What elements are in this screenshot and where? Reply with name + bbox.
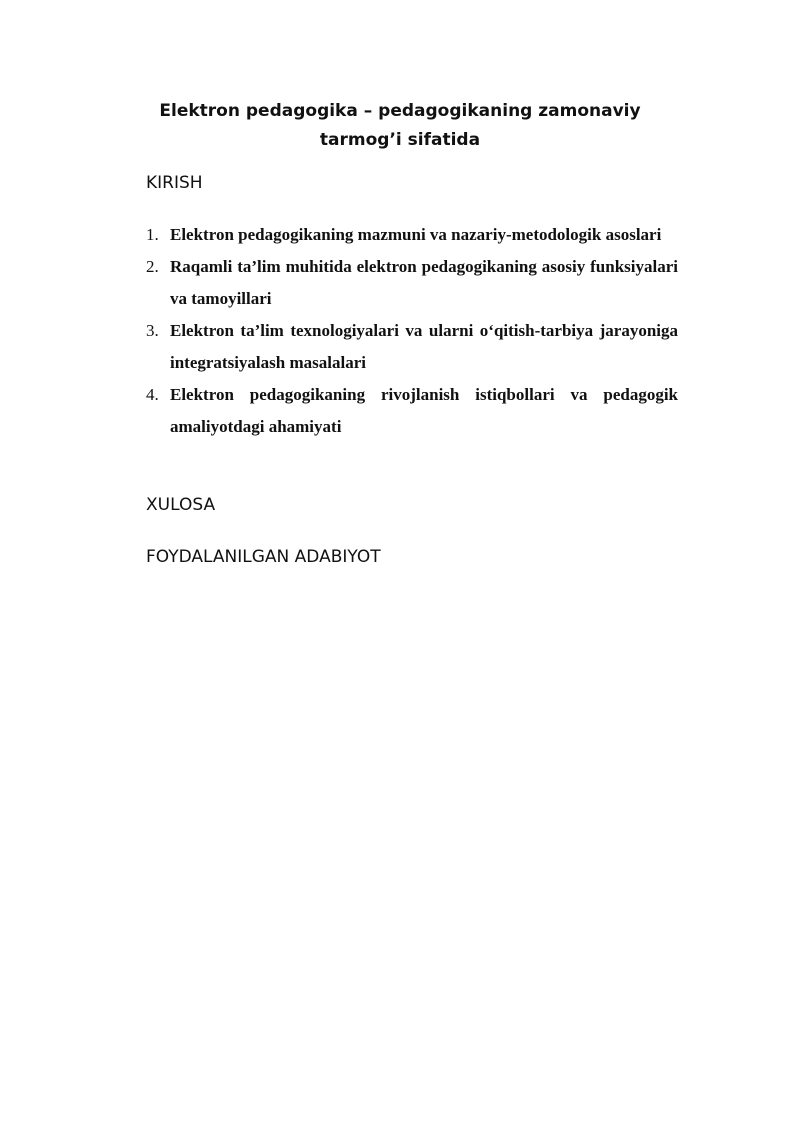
contents-list — [146, 219, 678, 443]
list-item-text: Elektron ta’lim texnologiyalari va ularni o‘qitish-tarbiya jarayoniga integratsiyalash masalalari — [170, 321, 678, 372]
document-title: Elektron pedagogika – pedagogikaning zamonaviy tarmog’i sifatida — [159, 101, 641, 150]
list-item-text: Elektron pedagogikaning rivojlanish istiqbollari va pedagogik amaliyotdagi ahamiyati — [170, 385, 678, 436]
list-item — [146, 251, 678, 315]
list-item-number: 2. — [146, 257, 159, 276]
list-item-text: Elektron pedagogikaning mazmuni va nazariy-metodologik asoslari — [170, 225, 662, 244]
list-item-number: 3. — [146, 321, 159, 340]
list-item — [146, 379, 678, 443]
conclusion-heading: XULOSA — [146, 495, 216, 515]
list-item-number: 1. — [146, 225, 159, 244]
intro-heading: KIRISH — [146, 173, 203, 193]
references-heading: FOYDALANILGAN ADABIYOT — [146, 547, 381, 567]
list-item — [146, 219, 678, 251]
list-item-number: 4. — [146, 385, 159, 404]
list-item-text: Raqamli ta’lim muhitida elektron pedagogikaning asosiy funksiyalari va tamoyillari — [170, 257, 678, 308]
list-item — [146, 315, 678, 379]
